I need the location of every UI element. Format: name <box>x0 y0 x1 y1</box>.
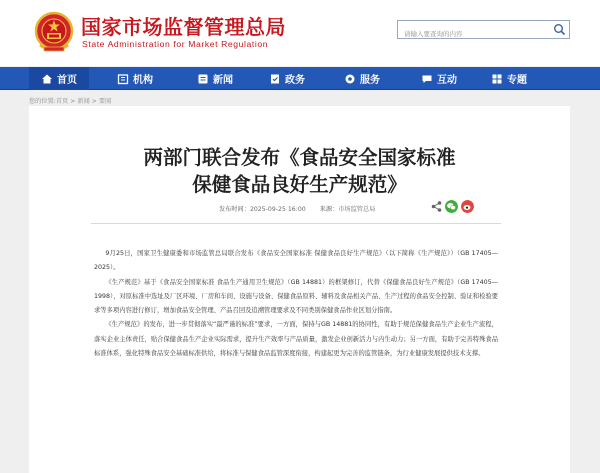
paragraph: 《生产规范》基于《食品安全国家标准 食品生产通用卫生规范》（GB 14881）的框架修订，代替《保健食品良好生产规范》（GB 17405—1998），对原标准中选址及厂区环境、厂房和车间、设施与设备、保健食品原料、辅料及食品相关产品、生产过程的食品安全控制、验证和检验要求等多项内容进行修订，增加食品安全管理、产品召回及追溯管理要求及不同类别保健食品作业区划分指南。 <box>94 278 498 315</box>
search-icon[interactable] <box>553 23 566 36</box>
interaction-icon <box>421 73 433 85</box>
government-affairs-icon <box>269 73 281 85</box>
article-meta <box>219 204 375 213</box>
paragraph: 《生产规范》的发布，进一步贯彻落实“最严谨的标准”要求，一方面，保持与GB 14881的协同性，有助于规范保健食品生产企业生产流程，落实企业主体责任，贴合保健食品生产企业实际需求，提升生产效率与产品质量，激发企业创新活力与内生动力；另一方面，有助于完善特殊食品标准体系，强化特殊食品安全基础标准供给，将标准与保健食品监管深度衔接，构建起更为完善的监管链条，为行业健康发展提供技术支撑。 <box>94 321 498 358</box>
nav-item-topic[interactable] <box>491 67 527 90</box>
source-label: 来源： <box>319 206 339 213</box>
nav-item-organization[interactable] <box>117 67 153 90</box>
nav-label: 机构 <box>133 75 153 86</box>
organization-icon <box>117 73 129 85</box>
main-nav <box>0 67 600 90</box>
article-card <box>29 106 570 473</box>
nav-item-home[interactable] <box>29 67 89 90</box>
article-source: 市场监管总局 <box>338 206 376 213</box>
nav-item-service[interactable] <box>344 67 380 90</box>
article-body <box>94 247 498 361</box>
nav-item-interaction[interactable] <box>421 67 457 90</box>
national-emblem-icon[interactable] <box>34 11 74 54</box>
nav-label: 互动 <box>437 75 457 86</box>
wechat-icon[interactable] <box>445 200 458 213</box>
search-input[interactable] <box>398 26 548 43</box>
site-header <box>0 0 600 66</box>
title-line-2: 保健食品良好生产规范》 <box>192 173 407 196</box>
service-icon <box>344 73 356 85</box>
nav-item-government-affairs[interactable] <box>269 67 305 90</box>
publish-date: 2025-09-25 16:00 <box>249 206 306 213</box>
news-icon <box>197 73 209 85</box>
nav-item-news[interactable] <box>197 67 233 90</box>
search-box <box>397 20 570 39</box>
nav-label: 政务 <box>285 75 305 86</box>
nav-label: 新闻 <box>213 75 233 86</box>
date-label: 发布时间： <box>219 206 250 213</box>
page-title <box>29 144 570 198</box>
breadcrumb[interactable]: 您的位置:首页 > 新闻 > 要闻 <box>29 98 112 105</box>
title-divider <box>91 223 501 224</box>
title-line-1: 两部门联合发布《食品安全国家标准 <box>143 146 456 169</box>
share-icon[interactable] <box>430 200 443 213</box>
site-title[interactable]: 国家市场监督管理总局 <box>81 15 286 39</box>
nav-label: 专题 <box>507 75 527 86</box>
topic-icon <box>491 73 503 85</box>
weibo-icon[interactable] <box>461 200 474 213</box>
home-icon <box>41 73 53 85</box>
site-title-english: State Administration for Market Regulation <box>82 39 269 49</box>
nav-label: 服务 <box>360 75 380 86</box>
paragraph: 9月25日，国家卫生健康委和市场监管总局联合发布《食品安全国家标准 保健食品良好生产规范》（以下简称《生产规范》）（GB 17405—2025）。 <box>94 250 498 272</box>
nav-label: 首页 <box>57 75 77 86</box>
